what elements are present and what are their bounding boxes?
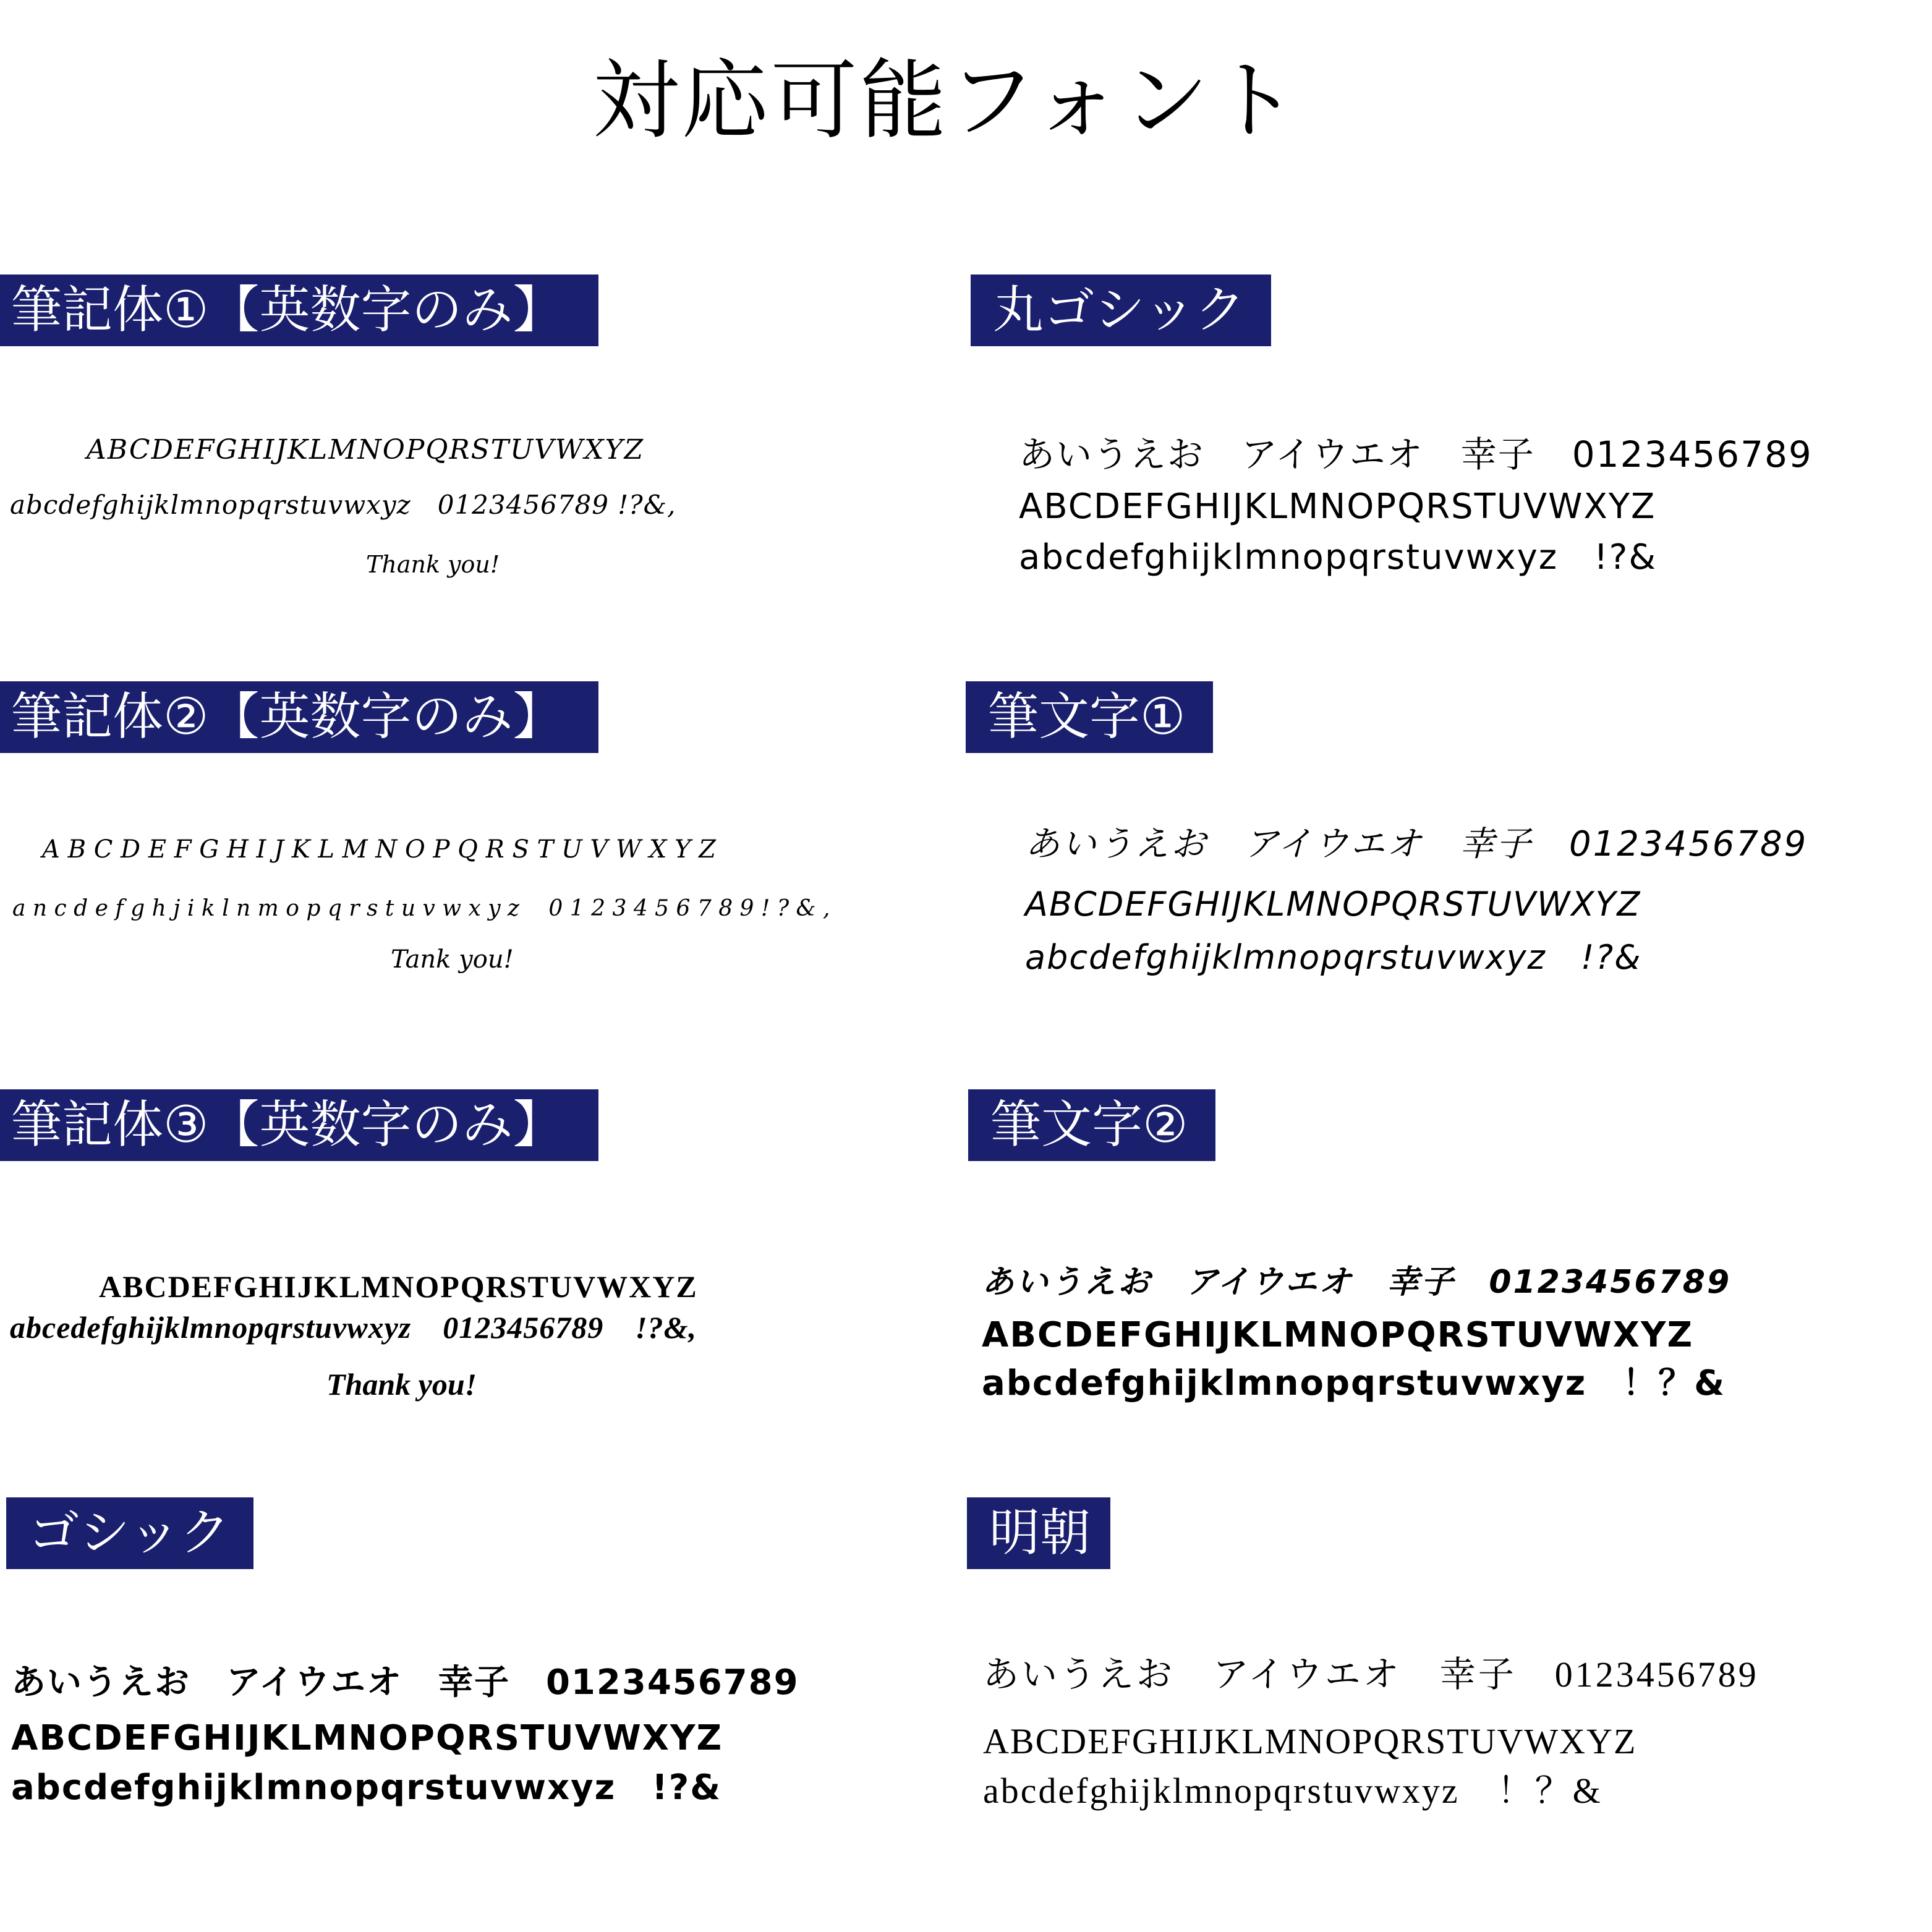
section-header: ゴシック <box>6 1497 253 1569</box>
font-section-gothic <box>6 1497 934 1844</box>
section-header: 筆文字② <box>968 1089 1215 1161</box>
sample-lowercase: abcdefghijklmnopqrstuvwxyz !?& <box>1019 537 1658 577</box>
sample-uppercase: ABCDEFGHIJKLMNOPQRSTUVWXYZ <box>11 1718 723 1758</box>
section-header: 筆文字① <box>966 681 1213 753</box>
section-header: 筆記体①【英数字のみ】 <box>0 274 598 346</box>
section-header: 明朝 <box>967 1497 1110 1569</box>
sample-uppercase: ABCDEFGHIJKLMNOPQRSTUVWXYZ <box>99 1269 698 1304</box>
sample-kana-digits: あいうえお アイウエオ 幸子 0123456789 <box>982 1264 1732 1301</box>
page-title: 対応可能フォント <box>592 51 1301 151</box>
sample-uppercase: ABCDEFGHIJKLMNOPQRSTUVWXYZ <box>982 1315 1694 1355</box>
section-header: 筆記体②【英数字のみ】 <box>0 681 598 753</box>
sample-uppercase: ABCDEFGHIJKLMNOPQRSTUVWXYZ <box>87 434 645 466</box>
section-header: 丸ゴシック <box>971 274 1271 346</box>
font-section-maru-gothic <box>971 274 1898 621</box>
sample-kana-digits: あいうえお アイウエオ 幸子 0123456789 <box>983 1654 1759 1695</box>
font-section-brush-2 <box>968 1089 1908 1436</box>
sample-thank-you: Tank you! <box>391 945 514 974</box>
sample-kana-digits: あいうえお アイウエオ 幸子 0123456789 <box>1019 433 1813 475</box>
font-section-mincho <box>967 1497 1907 1844</box>
section-header: 筆記体③【英数字のみ】 <box>0 1089 598 1161</box>
sample-uppercase: ABCDEFGHIJKLMNOPQRSTUVWXYZ <box>983 1721 1637 1761</box>
sample-thank-you: Thank you! <box>326 1367 477 1402</box>
sample-lowercase: abcdefghijklmnopqrstuvwxyz ！？& <box>983 1771 1602 1811</box>
sample-lowercase: abcdefghijklmnopqrstuvwxyz !?& <box>1025 938 1642 977</box>
font-section-script-3 <box>0 1089 927 1436</box>
font-section-script-1 <box>0 274 927 621</box>
sample-kana-digits: あいうえお アイウエオ 幸子 0123456789 <box>1025 824 1808 864</box>
sample-kana-digits: あいうえお アイウエオ 幸子 0123456789 <box>11 1662 799 1703</box>
sample-uppercase: A B C D E F G H I J K L M N O P Q R S T U V W X Y Z <box>42 835 716 864</box>
sample-lowercase-digits: a n c d e f g h j i k l n m o p q r s t u v w x y z 0 1 2 3 4 5 6 7 8 9 ! ? & , <box>12 896 830 921</box>
sample-lowercase-digits: abcdefghijklmnopqrstuvwxyz 0123456789 !?&, <box>10 490 676 520</box>
sample-lowercase-digits: abcedefghijklmnopqrstuvwxyz 0123456789 !?&, <box>10 1310 697 1345</box>
sample-lowercase: abcdefghijklmnopqrstuvwxyz !?& <box>11 1768 722 1808</box>
font-section-brush-1 <box>966 681 1905 1028</box>
sample-uppercase: ABCDEFGHIJKLMNOPQRSTUVWXYZ <box>1019 487 1656 527</box>
font-section-script-2 <box>0 681 927 1028</box>
sample-lowercase: abcdefghijklmnopqrstuvwxyz ！？& <box>982 1363 1726 1403</box>
sample-thank-you: Thank you! <box>366 551 500 578</box>
sample-uppercase: ABCDEFGHIJKLMNOPQRSTUVWXYZ <box>1025 885 1641 924</box>
